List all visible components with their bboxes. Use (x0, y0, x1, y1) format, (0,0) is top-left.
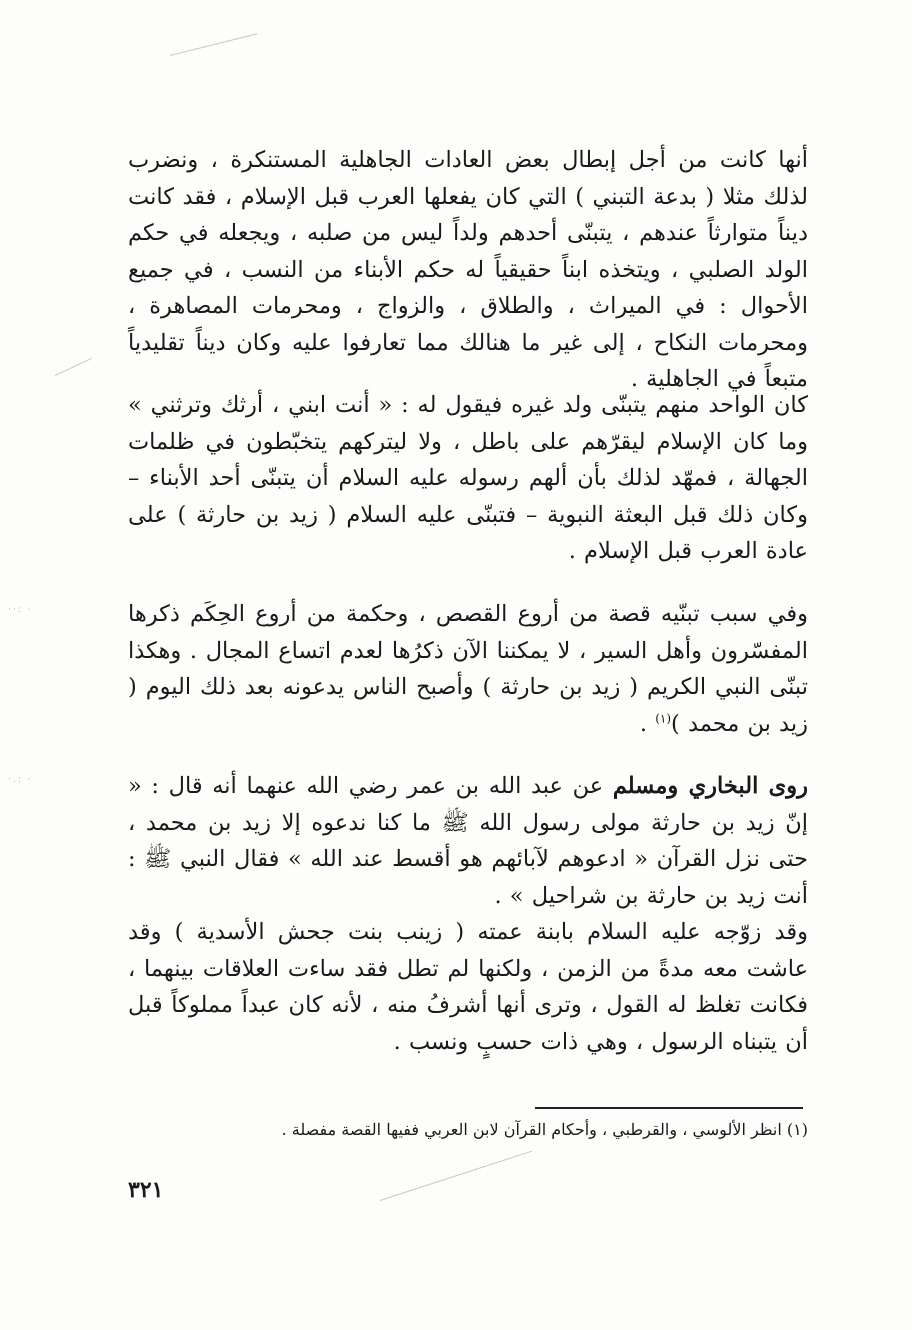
paragraph-body: وفي سبب تبنّيه قصة من أروع القصص ، وحكمة من أروع الحِكَم ذكرها المفسّرون وأهل السير ، لا يمكننا الآن ذكرُها لعدم اتساع المجال . وهكذا تبنّى النبي الكريم ( زيد بن حارثة ) وأصبح الناس يدعونه بعد ذلك اليوم ( زيد بن محمد ) (128, 601, 808, 737)
page-number: ٣٢١ (128, 1177, 164, 1203)
body-paragraph-4 (128, 768, 808, 1060)
paragraph-text (128, 768, 808, 914)
paragraph-text: أنها كانت من أجل إبطال بعض العادات الجاهلية المستنكرة ، ونضرب لذلك مثلا ( بدعة التبني ) التي كان يفعلها العرب قبل الإسلام ، فقد كانت ديناً متوارثاً عندهم ، يتبنّى أحدهم ولداً ليس من صلبه ، ويجعله في حكم الولد الصلبي ، ويتخذه ابناً حقيقياً له حكم الأبناء من النسب ، في جميع الأحوال : في الميراث ، والطلاق ، والزواج ، ومحرمات المصاهرة ، ومحرمات النكاح ، إلى غير ما هنالك مما تعارفوا عليه وكان ديناً تقليدياً متبعاً في الجاهلية . (128, 147, 808, 392)
footnote-reference: (١) (655, 711, 672, 725)
paragraph-text (128, 596, 808, 742)
scan-artifact-line (380, 1151, 532, 1201)
body-paragraph-3 (128, 596, 808, 742)
scan-artifact-line (55, 358, 92, 376)
scan-artifact-line (170, 33, 258, 56)
scan-artifact-dots: ·.: · (8, 775, 33, 785)
paragraph-end: . (639, 710, 656, 737)
hadith-narrators: روى البخاري ومسلم (612, 773, 808, 799)
body-paragraph-2 (128, 387, 808, 570)
paragraph-text-5: وقد زوّجه عليه السلام بابنة عمته ( زينب بنت جحش الأسدية ) وقد عاشت معه مدةً من الزمن ، ولكنها لم تطل فقد ساءت العلاقات بينهما ، فكانت تغلظ له القول ، وترى أنها أشرفُ منه ، لأنه كان عبداً مملوكاً قبل أن يتبناه الرسول ، وهي ذات حسبٍ ونسب . (128, 919, 808, 1055)
footnote-divider (535, 1107, 803, 1109)
hadith-text: عن عبد الله بن عمر رضي الله عنهما أنه قال : « إنّ زيد بن حارثة مولى رسول الله ﷺ ما كنا ندعوه إلا زيد بن محمد ، حتى نزل القرآن « ادعوهم لآبائهم هو أقسط عند الله » فقال النبي ﷺ : أنت زيد بن حارثة بن شراحيل » . (128, 773, 808, 909)
footnote: (١) انظر الألوسي ، والقرطبي ، وأحكام القرآن لابن العربي ففيها القصة مفصلة . (281, 1120, 808, 1139)
body-paragraph-1 (128, 142, 808, 398)
scan-artifact-dots: ··: · (8, 605, 33, 615)
paragraph-text: كان الواحد منهم يتبنّى ولد غيره فيقول له : « أنت ابني ، أرثك وترثني » وما كان الإسلام ليقرّهم على باطل ، ولا ليتركهم يتخبّطون في ظلمات الجهالة ، فمهّد لذلك بأن ألهم رسوله عليه السلام أن يتبنّى أحد الأبناء – وكان ذلك قبل البعثة النبوية – فتبنّى عليه السلام ( زيد بن حارثة ) على عادة العرب قبل الإسلام . (128, 392, 808, 564)
